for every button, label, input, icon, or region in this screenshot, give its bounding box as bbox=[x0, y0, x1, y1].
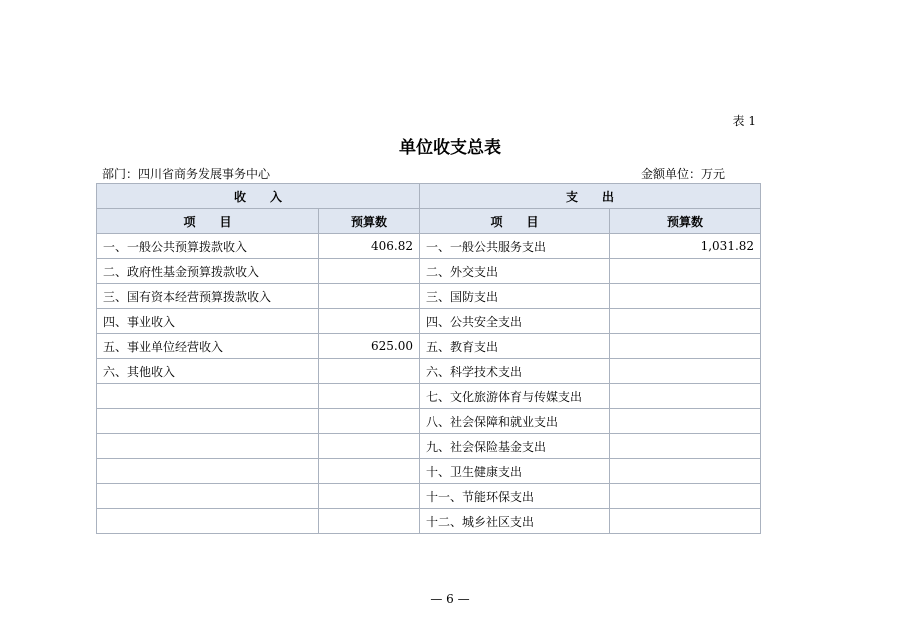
income-amount-cell bbox=[319, 509, 420, 534]
expense-amount-cell bbox=[610, 509, 761, 534]
department-label: 部门：四川省商务发展事务中心 bbox=[102, 167, 271, 181]
expense-item-cell: 十二、城乡社区支出 bbox=[420, 509, 610, 534]
income-amount-cell bbox=[319, 384, 420, 409]
expense-amount-cell bbox=[610, 259, 761, 284]
income-item-cell bbox=[97, 434, 319, 459]
budget-summary-table bbox=[96, 183, 761, 534]
header-row-sections bbox=[97, 184, 761, 209]
expense-item-cell: 四、公共安全支出 bbox=[420, 309, 610, 334]
income-item-cell: 一、一般公共预算拨款收入 bbox=[97, 234, 319, 259]
income-item-cell: 五、事业单位经营收入 bbox=[97, 334, 319, 359]
table-number: 表 1 bbox=[732, 114, 756, 128]
table-row bbox=[97, 484, 761, 509]
expense-item-cell: 二、外交支出 bbox=[420, 259, 610, 284]
income-amount-cell bbox=[319, 359, 420, 384]
expense-budget-header: 预算数 bbox=[610, 209, 761, 234]
header-row-columns bbox=[97, 209, 761, 234]
income-amount-cell bbox=[319, 484, 420, 509]
income-item-cell bbox=[97, 509, 319, 534]
income-item-cell bbox=[97, 409, 319, 434]
table-row bbox=[97, 234, 761, 259]
expense-amount-cell bbox=[610, 284, 761, 309]
income-item-cell bbox=[97, 384, 319, 409]
expense-item-cell: 六、科学技术支出 bbox=[420, 359, 610, 384]
expense-item-cell: 十一、节能环保支出 bbox=[420, 484, 610, 509]
income-amount-cell bbox=[319, 309, 420, 334]
table-row bbox=[97, 309, 761, 334]
expense-section-header: 支 出 bbox=[420, 184, 761, 209]
income-amount-cell bbox=[319, 434, 420, 459]
table-row bbox=[97, 509, 761, 534]
income-item-cell: 六、其他收入 bbox=[97, 359, 319, 384]
amount-unit-label: 金额单位：万元 bbox=[641, 167, 726, 181]
expense-amount-cell bbox=[610, 334, 761, 359]
expense-amount-cell: 1,031.82 bbox=[610, 234, 761, 259]
expense-amount-cell bbox=[610, 409, 761, 434]
expense-item-cell: 五、教育支出 bbox=[420, 334, 610, 359]
table-row bbox=[97, 459, 761, 484]
income-item-cell bbox=[97, 484, 319, 509]
expense-item-cell: 八、社会保障和就业支出 bbox=[420, 409, 610, 434]
table-row bbox=[97, 384, 761, 409]
income-amount-cell: 406.82 bbox=[319, 234, 420, 259]
income-amount-cell bbox=[319, 259, 420, 284]
expense-amount-cell bbox=[610, 484, 761, 509]
table-row bbox=[97, 259, 761, 284]
income-amount-cell bbox=[319, 459, 420, 484]
expense-amount-cell bbox=[610, 309, 761, 334]
income-amount-cell bbox=[319, 409, 420, 434]
income-item-cell: 四、事业收入 bbox=[97, 309, 319, 334]
expense-item-cell: 一、一般公共服务支出 bbox=[420, 234, 610, 259]
table-row bbox=[97, 359, 761, 384]
page-title: 单位收支总表 bbox=[399, 138, 501, 158]
table-row bbox=[97, 409, 761, 434]
page-number: — 6 — bbox=[430, 592, 470, 606]
expense-amount-cell bbox=[610, 384, 761, 409]
income-budget-header: 预算数 bbox=[319, 209, 420, 234]
income-item-cell: 三、国有资本经营预算拨款收入 bbox=[97, 284, 319, 309]
table-row bbox=[97, 434, 761, 459]
expense-item-cell: 九、社会保险基金支出 bbox=[420, 434, 610, 459]
income-item-cell: 二、政府性基金预算拨款收入 bbox=[97, 259, 319, 284]
expense-item-cell: 三、国防支出 bbox=[420, 284, 610, 309]
income-amount-cell bbox=[319, 284, 420, 309]
income-item-header: 项 目 bbox=[97, 209, 319, 234]
expense-amount-cell bbox=[610, 459, 761, 484]
table-row bbox=[97, 334, 761, 359]
expense-item-cell: 七、文化旅游体育与传媒支出 bbox=[420, 384, 610, 409]
income-section-header: 收 入 bbox=[97, 184, 420, 209]
expense-amount-cell bbox=[610, 359, 761, 384]
expense-item-cell: 十、卫生健康支出 bbox=[420, 459, 610, 484]
expense-amount-cell bbox=[610, 434, 761, 459]
income-amount-cell: 625.00 bbox=[319, 334, 420, 359]
income-item-cell bbox=[97, 459, 319, 484]
expense-item-header: 项 目 bbox=[420, 209, 610, 234]
table-row bbox=[97, 284, 761, 309]
